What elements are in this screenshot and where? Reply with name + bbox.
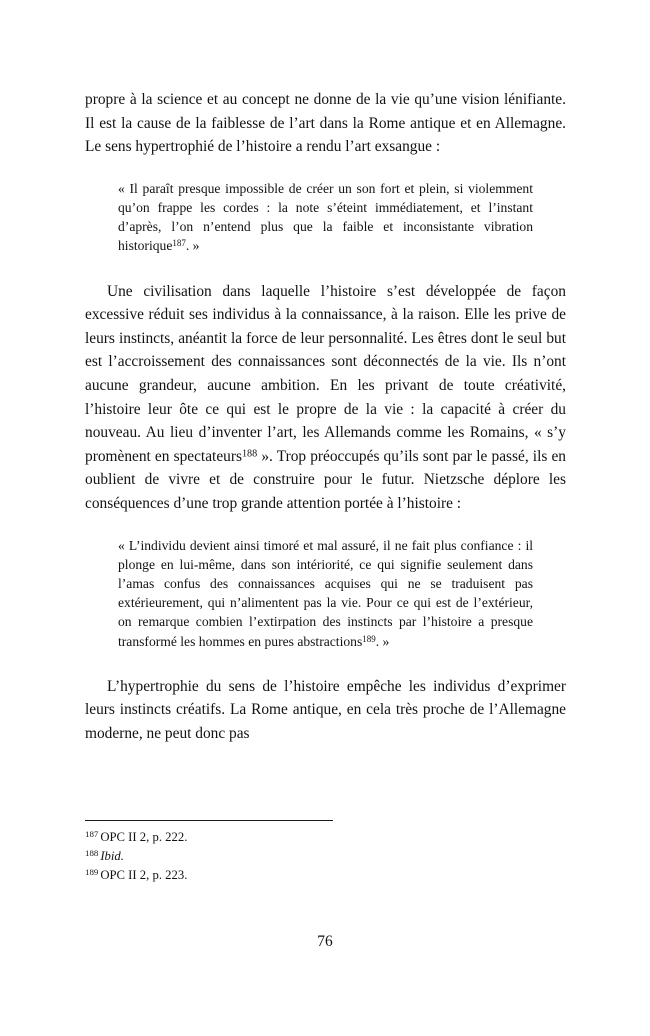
footnote-marker-188: 188 [85,848,99,859]
paragraph-3 [85,675,566,746]
footnote-area [85,820,566,885]
footnote-marker-187: 187 [85,829,99,840]
footnote-ref-188[interactable]: 188 [241,448,258,460]
footnote-marker-189: 189 [85,867,99,878]
paragraph-2 [85,280,566,516]
footnote-187 [85,828,566,847]
footnote-ref-187[interactable]: 187 [172,238,186,249]
page-number: 76 [317,933,333,950]
footnote-189-text: OPC II 2, p. 223. [100,868,188,882]
footnote-188-text: Ibid. [100,849,124,863]
footnote-ref-189[interactable]: 189 [362,633,376,644]
quote-2-text-tail: . » [375,633,390,649]
spacer [85,516,566,526]
block-quote-1 [85,179,566,256]
paragraph-1 [85,88,566,159]
spacer [85,661,566,675]
footnote-187-text: OPC II 2, p. 222. [100,830,188,844]
spacer [85,159,566,169]
quote-2-paragraph [118,536,533,651]
footnote-separator-rule [85,820,333,821]
block-quote-2 [85,536,566,651]
quote-1-paragraph [118,179,533,256]
spacer [85,266,566,280]
paragraph-1-text: propre à la science et au concept ne donne de la vie qu’une vision lénifiante. Il est la cause de la faiblesse de l’art dans la Rome antique et en Allemagne. Le sens hypertrophié de l’histoire a rendu l’art exsangue : [85,91,566,156]
footnote-189 [85,866,566,885]
quote-2-text: « L’individu devient ainsi timoré et mal assuré, il ne fait plus confiance : il plonge en lui-même, dans son intériorité, ce qui signifie seulement dans l’amas confus des connaissances acquises qui ne se traduisent pas extérieurement, qui n’alimentent pas la vie. Pour ce qui est de l’extérieur, on remarque combien l’extirpation des instincts par l’histoire a presque transformé les hommes en pures abstractions [118,537,533,649]
paragraph-3-text: L’hypertrophie du sens de l’histoire empêche les individus d’exprimer leurs instincts créatifs. La Rome antique, en cela très proche de l’Allemagne moderne, ne peut donc pas [85,677,566,742]
quote-1-text: « Il paraît presque impossible de créer un son fort et plein, si violemment qu’on frappe les cordes : la note s’éteint immédiatement, et l’instant d’après, l’on n’entend plus que la faible et inconsistante vibration historique [118,180,533,254]
footnote-188 [85,847,566,866]
quote-1-text-tail: . » [185,238,200,254]
page-text-column [85,88,566,746]
paragraph-2-text: Une civilisation dans laquelle l’histoire s’est développée de façon excessive réduit ses individus à la connaissance, à la raison. Elle les prive de leurs instincts, anéantit la force de leur personnalité. Les êtres dont le seul but est l’accroissement des connaissances sont déconnectés de la vie. Ils n’ont aucune grandeur, aucune ambition. En les privant de toute créativité, l’histoire leur ôte ce qui est le propre de la vie : la capacité à créer du nouveau. Au lieu d’inventer l’art, les Allemands comme les Romains, « s’y promènent en spectateurs [85,282,566,465]
paragraph-2-text-tail: ». Trop préoccupés qu’ils sont par le passé, ils en oublient de vivre et de construire pour le futur. Nietzsche déplore les conséquences d’une trop grande attention portée à l’histoire : [85,447,566,512]
